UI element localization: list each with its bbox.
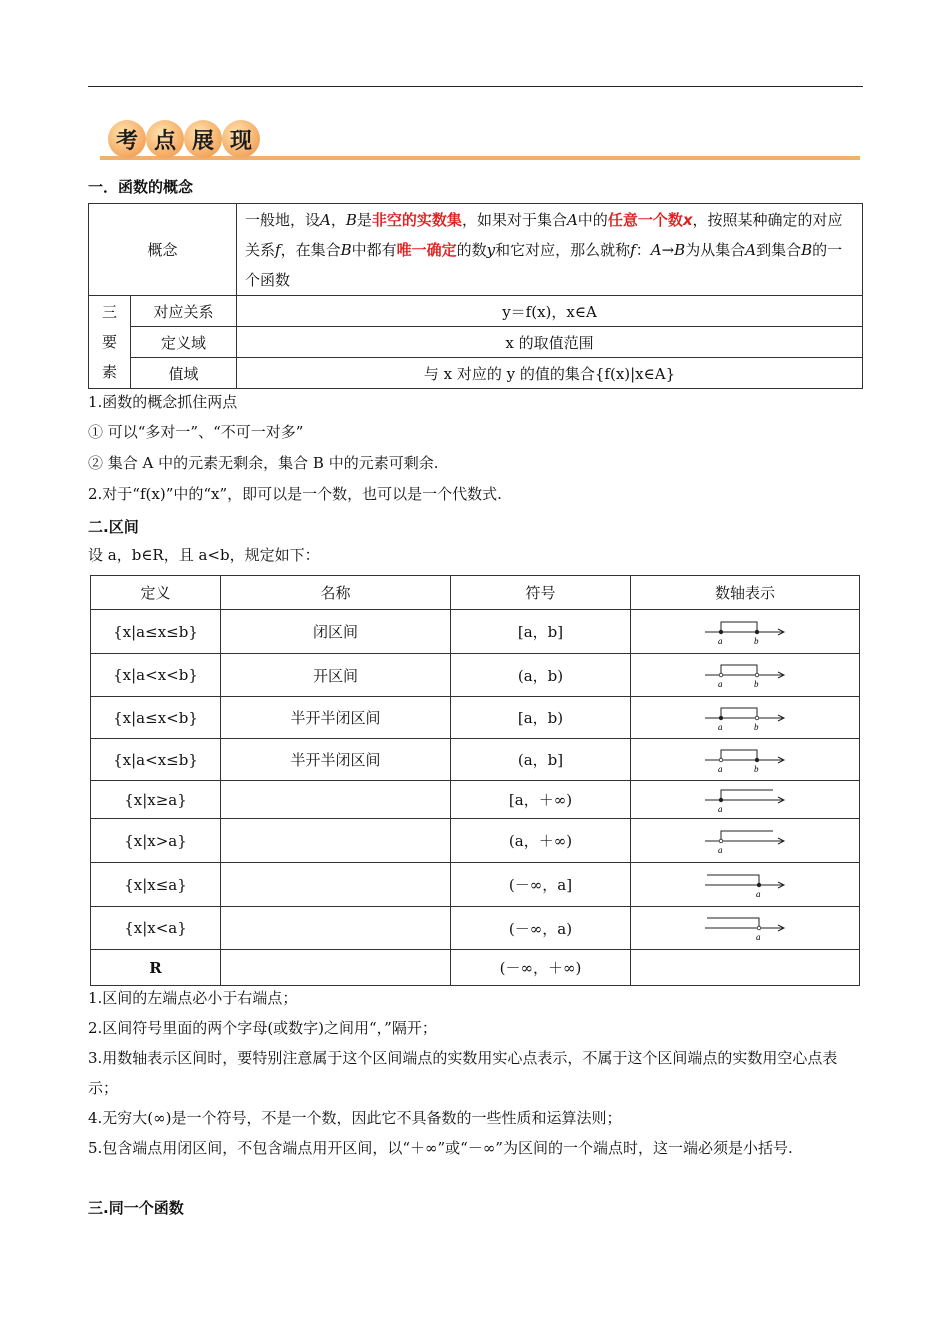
banner-char: 现 xyxy=(222,120,260,158)
three-elements-label xyxy=(89,296,131,389)
name-cell xyxy=(221,819,451,863)
endpoint-dot xyxy=(719,798,723,802)
header-definition: 定义 xyxy=(91,576,221,610)
element-char: 要 xyxy=(101,333,117,351)
symbol-cell: [a，b) xyxy=(451,697,631,739)
interval-note: 3.用数轴表示区间时，要特别注意属于这个区间端点的实数用实心点表示，不属于这个区间端点的实数用空心点表示； xyxy=(88,1049,838,1097)
number-line-cell xyxy=(631,950,860,986)
interval-bracket xyxy=(721,750,757,760)
endpoint-dot xyxy=(757,926,761,930)
section2-heading: 二.区间 xyxy=(88,518,139,536)
definition-cell: {x|x<a} xyxy=(91,907,221,950)
banner-underline xyxy=(100,156,860,160)
element-char: 素 xyxy=(101,363,117,381)
number-line xyxy=(703,660,787,690)
interval-bracket xyxy=(721,665,757,675)
element-value: y＝f(x)，x∈A xyxy=(237,296,863,327)
banner-char: 展 xyxy=(184,120,222,158)
element-name: 定义域 xyxy=(131,327,237,358)
banner-char: 考 xyxy=(108,120,146,158)
endpoint-dot xyxy=(719,839,723,843)
concept-note: 2.对于“f(x)”中的“x”，即可以是一个数，也可以是一个代数式. xyxy=(88,485,502,503)
number-line xyxy=(703,913,787,943)
name-cell xyxy=(221,781,451,819)
definition-cell: {x|a≤x≤b} xyxy=(91,610,221,654)
element-value: x 的取值范围 xyxy=(237,327,863,358)
number-line-cell xyxy=(631,610,860,654)
interval-row xyxy=(91,907,860,950)
definition-cell: {x|x≤a} xyxy=(91,863,221,907)
name-cell: 开区间 xyxy=(221,654,451,697)
name-cell xyxy=(221,950,451,986)
interval-note: 5.包含端点用闭区间，不包含端点用开区间，以“＋∞”或“－∞”为区间的一个端点时，这一端必须是小括号. xyxy=(88,1139,793,1157)
banner-char: 点 xyxy=(146,120,184,158)
number-line-cell xyxy=(631,697,860,739)
interval-row xyxy=(91,654,860,697)
endpoint-label-b: b xyxy=(754,679,759,689)
interval-row xyxy=(91,781,860,819)
number-line xyxy=(703,745,787,775)
definition-cell: {x|x≥a} xyxy=(91,781,221,819)
interval-row xyxy=(91,739,860,781)
number-line xyxy=(703,870,787,900)
endpoint-dot-a xyxy=(719,630,723,634)
endpoint-label-a: a xyxy=(718,763,723,774)
name-cell xyxy=(221,907,451,950)
endpoint-label-a: a xyxy=(718,803,723,814)
symbol-cell: (－∞，a] xyxy=(451,863,631,907)
element-name: 对应关系 xyxy=(131,296,237,327)
endpoint-dot-a xyxy=(719,716,723,720)
header-symbol: 符号 xyxy=(451,576,631,610)
symbol-cell: [a，b] xyxy=(451,610,631,654)
header-rule xyxy=(88,86,863,87)
name-cell: 半开半闭区间 xyxy=(221,697,451,739)
symbol-cell: (a，＋∞) xyxy=(451,819,631,863)
interval-row xyxy=(91,697,860,739)
definition-cell: {x|a≤x<b} xyxy=(91,697,221,739)
concept-definition: 一般地，设A，B是非空的实数集，如果对于集合A中的任意一个数x，按照某种确定的对应关系f，在集合B中都有唯一确定的数y和它对应，那么就称f：A→B为从集合A到集合B的一个函数 xyxy=(237,204,863,296)
interval-bracket xyxy=(707,875,759,885)
interval-table xyxy=(90,575,860,986)
endpoint-dot-a xyxy=(719,673,723,677)
interval-bracket xyxy=(721,790,773,800)
endpoint-dot-b xyxy=(755,758,759,762)
interval-intro: 设 a，b∈R，且 a<b，规定如下： xyxy=(88,546,320,564)
number-line xyxy=(703,953,787,983)
definition-cell: R xyxy=(91,950,221,986)
name-cell: 闭区间 xyxy=(221,610,451,654)
endpoint-label-a: a xyxy=(718,635,723,646)
number-line-cell xyxy=(631,781,860,819)
interval-bracket xyxy=(721,622,757,632)
name-cell: 半开半闭区间 xyxy=(221,739,451,781)
interval-bracket xyxy=(721,831,773,841)
interval-note: 2.区间符号里面的两个字母(或数字)之间用“，”隔开； xyxy=(88,1019,437,1037)
symbol-cell: (a，b) xyxy=(451,654,631,697)
endpoint-label-a: a xyxy=(756,932,761,942)
number-line xyxy=(703,703,787,733)
concept-label: 概念 xyxy=(89,204,237,296)
definition-cell: {x|a<x≤b} xyxy=(91,739,221,781)
header-number-line: 数轴表示 xyxy=(631,576,860,610)
interval-row xyxy=(91,819,860,863)
element-value: 与 x 对应的 y 的值的集合{f(x)|x∈A} xyxy=(237,358,863,389)
header-name: 名称 xyxy=(221,576,451,610)
endpoint-dot-b xyxy=(755,673,759,677)
symbol-cell: [a，＋∞) xyxy=(451,781,631,819)
endpoint-dot xyxy=(757,883,761,887)
symbol-cell: (a，b] xyxy=(451,739,631,781)
section1-heading: 一．函数的概念 xyxy=(88,178,194,196)
interval-note: 4.无穷大(∞)是一个符号，不是一个数，因此它不具备数的一些性质和运算法则； xyxy=(88,1109,622,1127)
endpoint-label-b: b xyxy=(754,635,759,646)
number-line-cell xyxy=(631,819,860,863)
concept-note: ① 可以“多对一”、“不可一对多” xyxy=(88,423,304,441)
endpoint-label-b: b xyxy=(754,763,759,774)
endpoint-dot-a xyxy=(719,758,723,762)
element-name: 值域 xyxy=(131,358,237,389)
interval-row xyxy=(91,610,860,654)
definition-cell: {x|a<x<b} xyxy=(91,654,221,697)
endpoint-label-a: a xyxy=(718,721,723,732)
endpoint-label-a: a xyxy=(718,679,723,689)
endpoint-dot-b xyxy=(755,716,759,720)
endpoint-label-a: a xyxy=(718,844,723,855)
interval-bracket xyxy=(707,918,759,928)
function-concept-table xyxy=(88,203,863,389)
interval-note: 1.区间的左端点必小于右端点； xyxy=(88,989,298,1007)
concept-note: ② 集合 A 中的元素无剩余，集合 B 中的元素可剩余. xyxy=(88,454,439,472)
number-line xyxy=(703,617,787,647)
number-line-cell xyxy=(631,739,860,781)
number-line-cell xyxy=(631,907,860,950)
section-banner xyxy=(100,118,860,162)
endpoint-label-b: b xyxy=(754,721,759,732)
section3-heading: 三.同一个函数 xyxy=(88,1199,184,1217)
number-line xyxy=(703,826,787,856)
interval-row xyxy=(91,863,860,907)
element-char: 三 xyxy=(101,303,117,321)
number-line xyxy=(703,785,787,815)
endpoint-dot-b xyxy=(755,630,759,634)
definition-cell: {x|x>a} xyxy=(91,819,221,863)
symbol-cell: (－∞，＋∞) xyxy=(451,950,631,986)
name-cell xyxy=(221,863,451,907)
number-line-cell xyxy=(631,654,860,697)
number-line-cell xyxy=(631,863,860,907)
interval-row xyxy=(91,950,860,986)
concept-note: 1.函数的概念抓住两点 xyxy=(88,393,238,411)
symbol-cell: (－∞，a) xyxy=(451,907,631,950)
endpoint-label-a: a xyxy=(756,888,761,899)
interval-bracket xyxy=(721,708,757,718)
